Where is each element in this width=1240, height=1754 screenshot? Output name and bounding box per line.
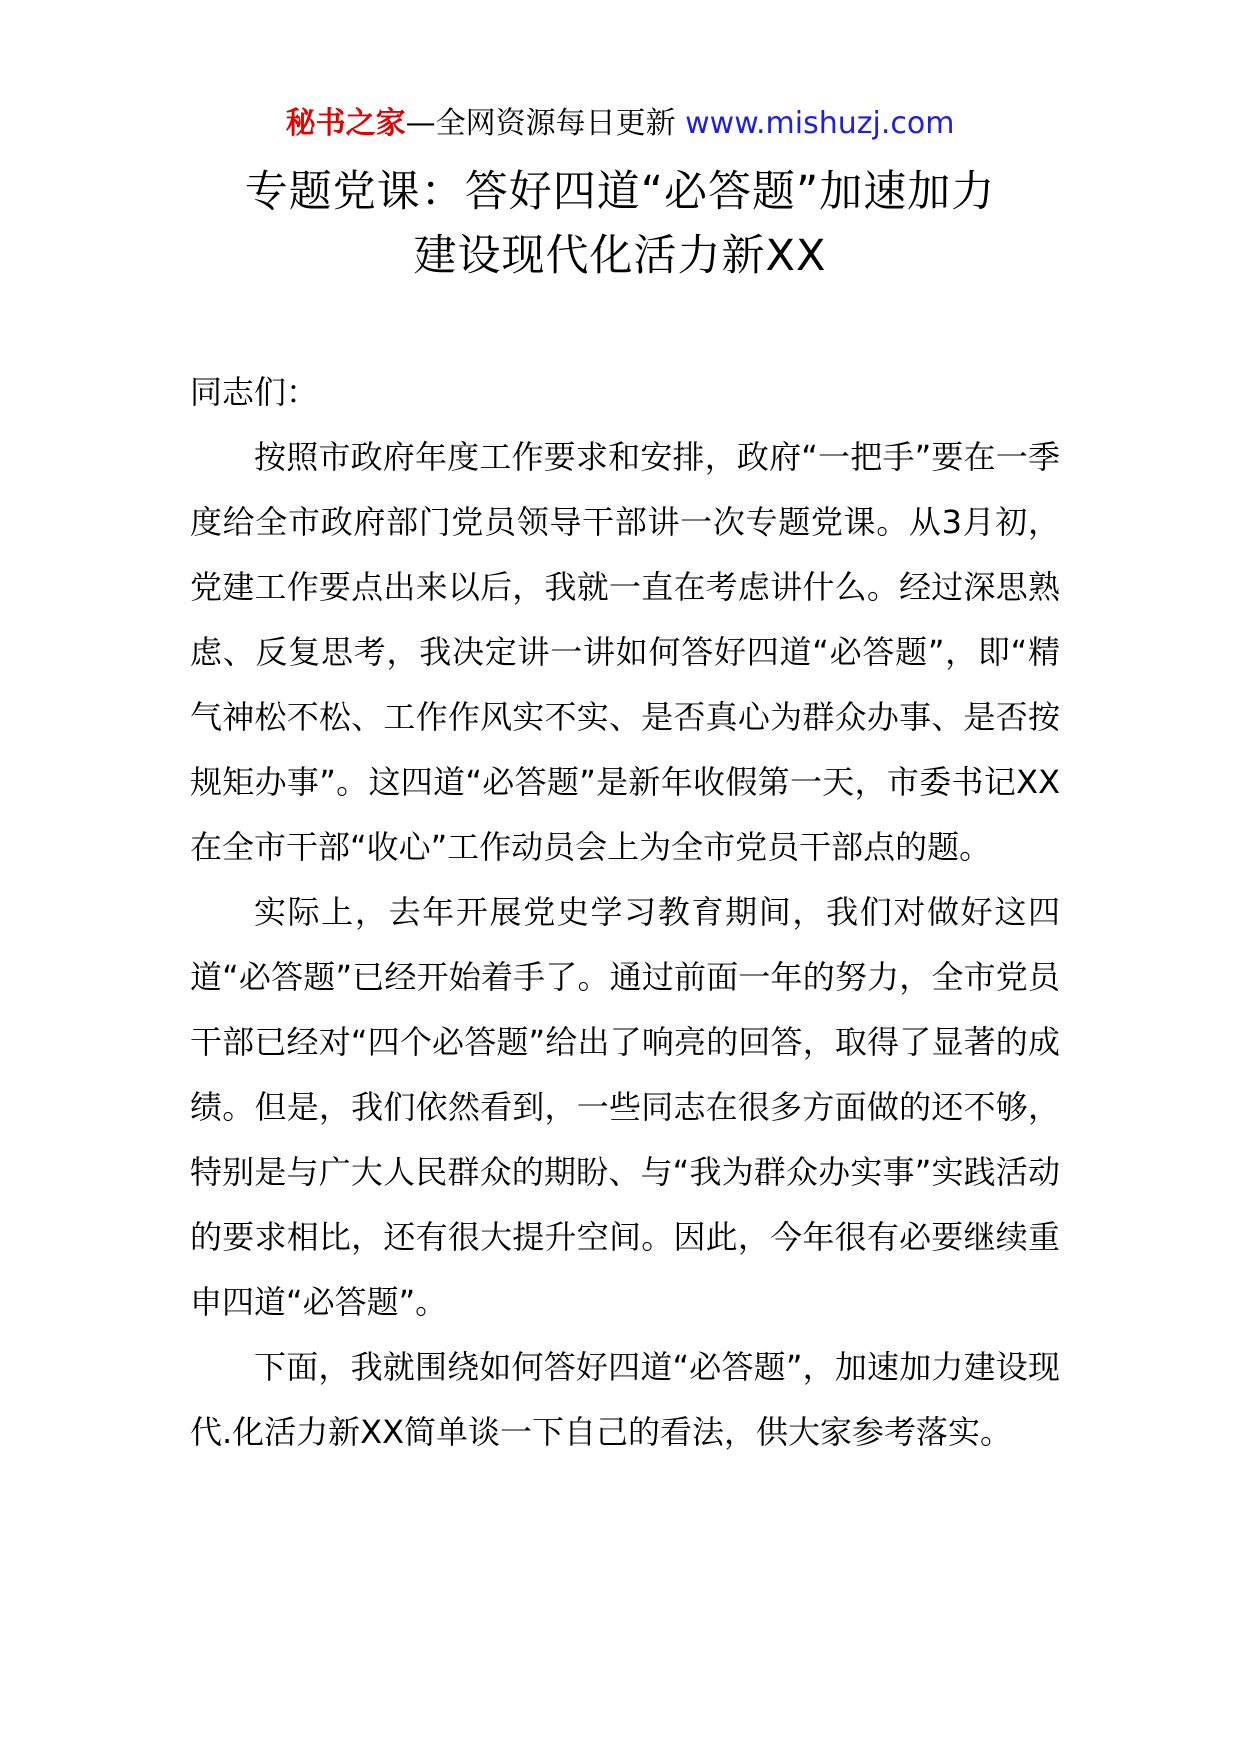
site-tagline: —全网资源每日更新: [405, 106, 686, 141]
paragraph-3: 下面，我就围绕如何答好四道“必答题”，加速加力建设现代.化活力新XX简单谈一下自己的看法，供大家参考落实。: [190, 1348, 1060, 1451]
site-header: [0, 100, 1240, 148]
document-title-line-2: 建设现代化活力新XX: [413, 231, 827, 281]
salutation: 同志们：: [190, 373, 319, 411]
paragraph-2: 实际上，去年开展党史学习教育期间，我们对做好这四道“必答题”已经开始着手了。通过前面一年的努力，全市党员干部已经对“四个必答题”给出了响亮的回答，取得了显著的成绩。但是，我们依然看到，一些同志在很多方面做的还不够，特别是与广大人民群众的期盼、与“我为群众办实事”实践活动的要求相比，还有很大提升空间。因此，今年很有必要继续重申四道“必答题”。: [190, 893, 1060, 1321]
paragraph-1: 按照市政府年度工作要求和安排，政府“一把手”要在一季度给全市政府部门党员领导干部讲一次专题党课。从3月初，党建工作要点出来以后，我就一直在考虑讲什么。经过深思熟虑、反复思考，我决定讲一讲如何答好四道“必答题”，即“精气神松不松、工作作风实不实、是否真心为群众办事、是否按规矩办事”。这四道“必答题”是新年收假第一天，市委书记XX在全市干部“收心”工作动员会上为全市党员干部点的题。: [190, 438, 1060, 866]
document-title-line-1: 专题党课：答好四道“必答题”加速加力: [244, 167, 996, 217]
site-url-link[interactable]: www.mishuzj.com: [685, 106, 955, 141]
site-brand: 秘书之家: [285, 106, 406, 141]
document-title: [150, 160, 1090, 288]
document-body: [190, 360, 1060, 1465]
